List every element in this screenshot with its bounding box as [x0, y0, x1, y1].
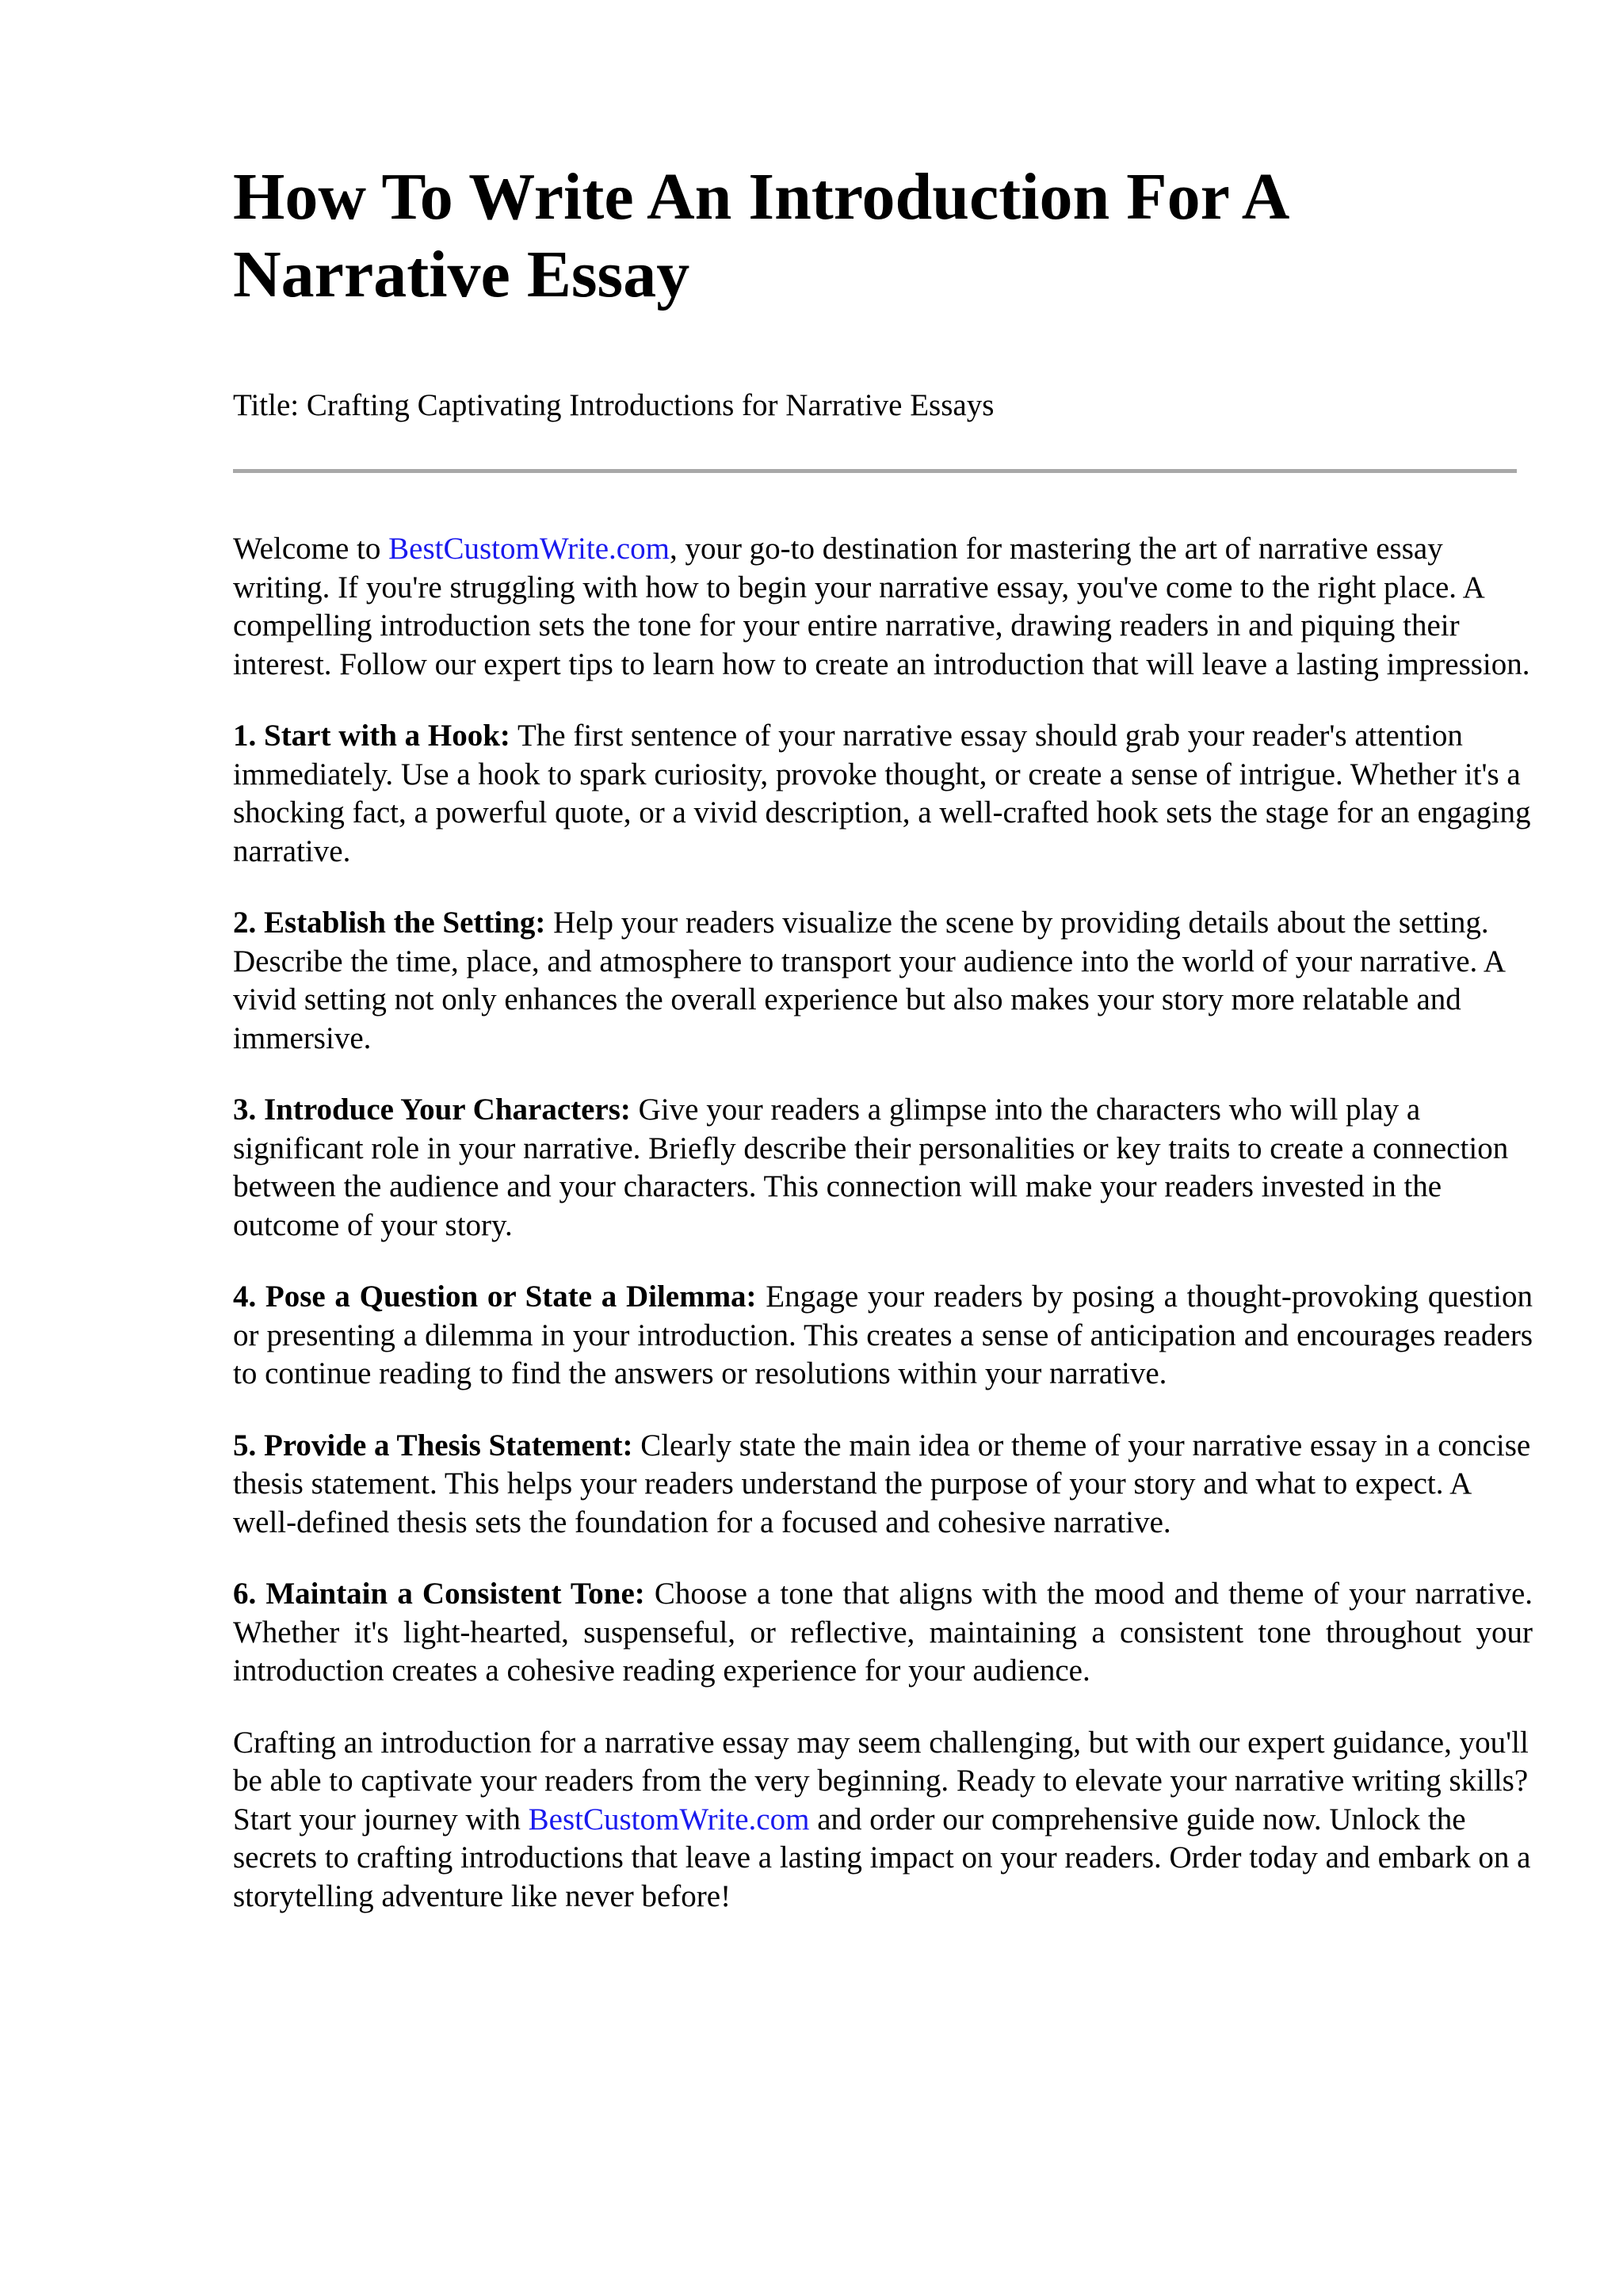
- tip-body-3: Give your readers a glimpse into the characters who will play a significant role in your narrative. Briefly describe their personalities or key traits to create a connection between the audience and your characters. This connection will make your readers invested in the outcome of your story.: [233, 1093, 1509, 1242]
- tip-heading-5: 5. Provide a Thesis Statement:: [233, 1428, 633, 1463]
- document-subtitle: Title: Crafting Captivating Introductions for Narrative Essays: [233, 388, 995, 422]
- horizontal-divider: [233, 469, 1517, 473]
- closing-text-start: Crafting an introduction for a narrative essay may seem challenging, but with our expert guidance, you'll be able to captivate your readers from the very beginning. Ready to elevate your narrative writing skills? Start your journey with: [233, 1725, 1529, 1836]
- tip-paragraph-5: [233, 1427, 1533, 1543]
- closing-text-end: and order our comprehensive guide now. Unlock the secrets to crafting introductions that leave a lasting impact on your readers. Order today and embark on a storytelling adventure like never before!: [233, 1802, 1531, 1913]
- document-page: [233, 158, 1533, 1949]
- tip-body-2: Help your readers visualize the scene by providing details about the setting. Describe the time, place, and atmosphere to transport your audience into the world of your narrative. A vivid setting not only enhances the overall experience but also makes your story more relatable and immersive.: [233, 906, 1504, 1055]
- tip-body-6: Choose a tone that aligns with the mood and theme of your narrative. Whether it's light-hearted, suspenseful, or reflective, maintaining a consistent tone throughout your introduction creates a cohesive reading experience for your audience.: [233, 1577, 1533, 1688]
- tip-heading-4: 4. Pose a Question or State a Dilemma:: [233, 1280, 757, 1314]
- intro-paragraph: [233, 530, 1533, 684]
- tip-body-4: Engage your readers by posing a thought-provoking question or presenting a dilemma in your introduction. This creates a sense of anticipation and encourages readers to continue reading to find the answers or resolutions within your narrative.: [233, 1280, 1533, 1390]
- tip-heading-1: 1. Start with a Hook:: [233, 719, 510, 753]
- closing-site-link[interactable]: BestCustomWrite.com: [528, 1802, 810, 1836]
- tip-paragraph-6: [233, 1575, 1533, 1691]
- tip-paragraph-4: [233, 1278, 1533, 1394]
- closing-paragraph: [233, 1724, 1533, 1917]
- document-body: [233, 530, 1533, 1916]
- intro-text-start: Welcome to: [233, 532, 389, 566]
- tip-paragraph-3: [233, 1091, 1533, 1245]
- tip-heading-3: 3. Introduce Your Characters:: [233, 1093, 631, 1127]
- tip-paragraph-1: [233, 717, 1533, 871]
- tip-heading-2: 2. Establish the Setting:: [233, 906, 546, 940]
- tip-body-5: Clearly state the main idea or theme of your narrative essay in a concise thesis statement. This helps your readers understand the purpose of your story and what to expect. A well-defined thesis sets the foundation for a focused and cohesive narrative.: [233, 1428, 1531, 1539]
- tip-paragraph-2: [233, 904, 1533, 1058]
- tip-heading-6: 6. Maintain a Consistent Tone:: [233, 1577, 645, 1611]
- intro-site-link[interactable]: BestCustomWrite.com: [388, 532, 670, 566]
- intro-text-end: , your go-to destination for mastering the art of narrative essay writing. If you're struggling with how to begin your narrative essay, you've come to the right place. A compelling introduction sets the tone for your entire narrative, drawing readers in and piquing their interest. Follow our expert tips to learn how to create an introduction that will leave a lasting impression.: [233, 532, 1530, 681]
- tip-body-1: The first sentence of your narrative essay should grab your reader's attention immediately. Use a hook to spark curiosity, provoke thought, or create a sense of intrigue. Whether it's a shocking fact, a powerful quote, or a vivid description, a well-crafted hook sets the stage for an engaging narrative.: [233, 719, 1531, 868]
- document-title: How To Write An Introduction For A Narrative Essay: [233, 160, 1286, 311]
